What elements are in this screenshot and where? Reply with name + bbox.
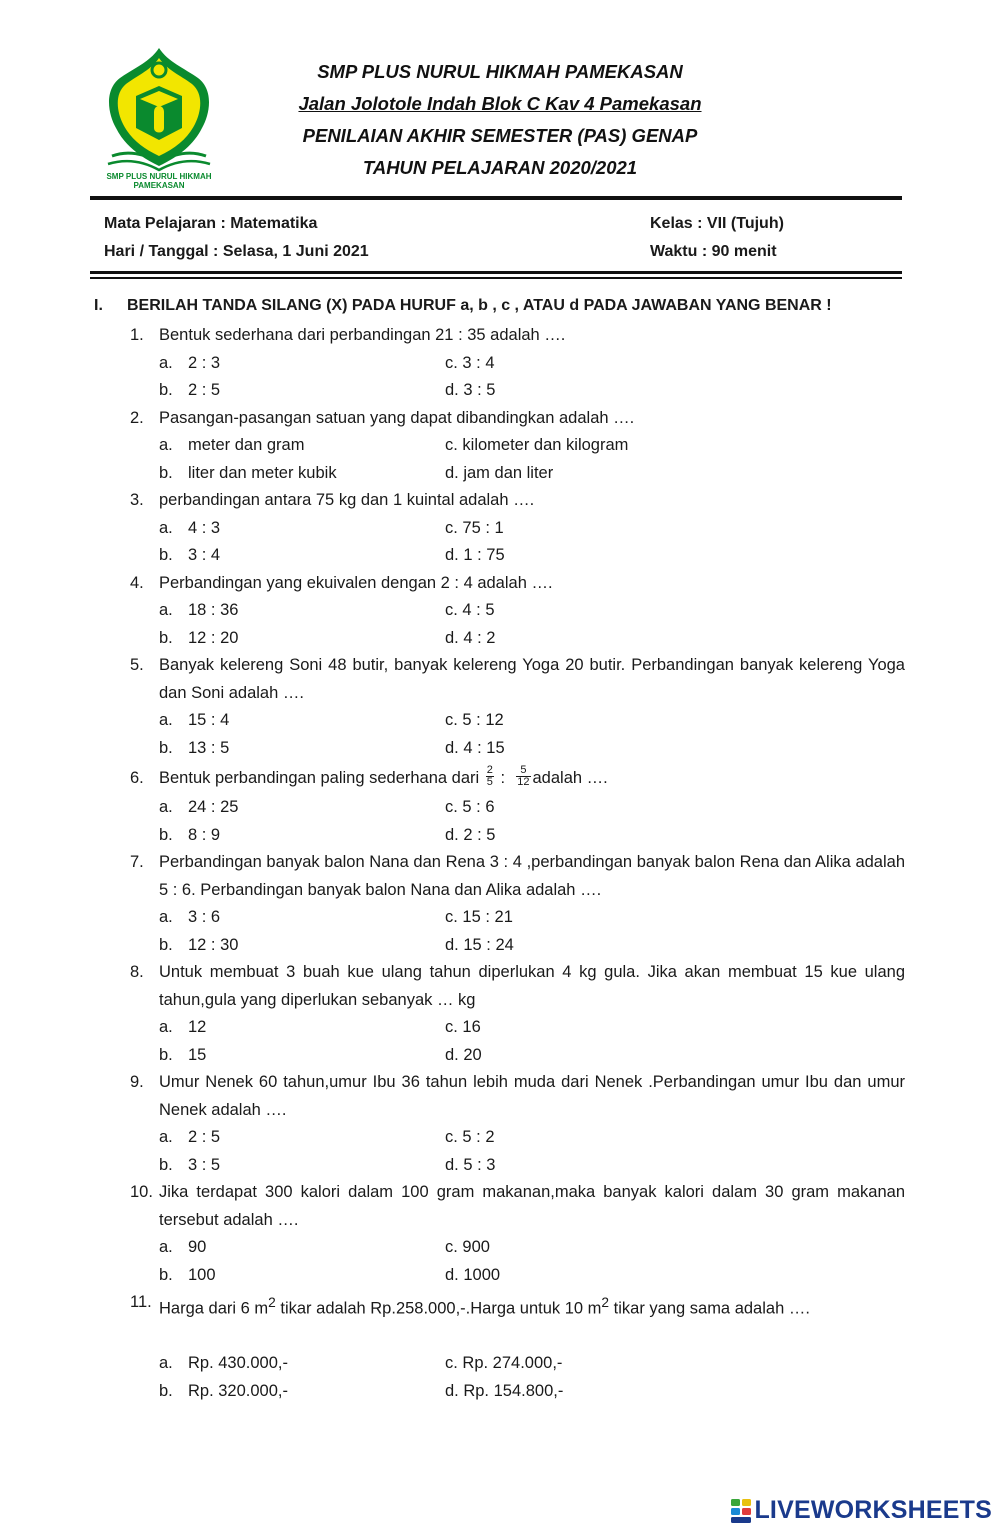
option-d[interactable] (445, 932, 731, 960)
option-letter: b. (159, 463, 173, 482)
option-b[interactable] (159, 1262, 445, 1290)
blank-line (130, 1323, 905, 1350)
option-text: 3 : 6 (188, 908, 221, 926)
option-text: 90 (188, 1238, 207, 1256)
option-c[interactable] (445, 1124, 731, 1152)
option-letter: b. (159, 1381, 173, 1400)
option-text: d. 20 (445, 1045, 482, 1064)
fraction-numerator: 2 (486, 764, 493, 777)
option-c[interactable] (445, 794, 731, 822)
question-number: 8. (130, 963, 144, 981)
option-text: c. 5 : 6 (445, 798, 495, 816)
logo-caption-line1: SMP PLUS NURUL HIKMAH (106, 172, 212, 181)
option-c[interactable] (445, 597, 731, 625)
school-name: SMP PLUS NURUL HIKMAH PAMEKASAN (317, 61, 683, 82)
fraction-five-twelfths (516, 765, 530, 788)
option-text: 2 : 5 (188, 1128, 221, 1146)
option-text: 24 : 25 (188, 798, 239, 816)
question-text (159, 1289, 905, 1323)
option-a[interactable] (159, 515, 445, 543)
option-letter: b. (159, 738, 173, 757)
option-text: c. 15 : 21 (445, 908, 513, 926)
option-a[interactable] (159, 597, 445, 625)
option-text: d. jam dan liter (445, 463, 554, 482)
question-text-end: adalah …. (532, 769, 608, 787)
option-a[interactable] (159, 1014, 445, 1042)
option-text: d. 2 : 5 (445, 825, 496, 844)
option-text: 12 (188, 1018, 207, 1036)
option-text: 4 : 3 (188, 518, 221, 537)
option-text: c. 16 (445, 1018, 481, 1036)
academic-year: TAHUN PELAJARAN 2020/2021 (362, 157, 638, 178)
option-text: c. 5 : 12 (445, 711, 504, 729)
option-b[interactable] (159, 625, 445, 653)
question-text-part1: Harga dari 6 m (159, 1299, 269, 1318)
option-text: d. Rp. 154.800,- (445, 1381, 564, 1400)
option-a[interactable] (159, 1124, 445, 1152)
option-letter: a. (159, 798, 173, 816)
question-text: perbandingan antara 75 kg dan 1 kuintal adalah …. (159, 491, 535, 509)
option-text: liter dan meter kubik (188, 463, 337, 482)
option-text: 3 : 5 (188, 1155, 221, 1174)
date-field: Hari / Tanggal : Selasa, 1 Juni 2021 (104, 243, 369, 260)
question-number: 5. (130, 656, 144, 674)
question-number: 3. (130, 491, 144, 509)
option-b[interactable] (159, 1152, 445, 1180)
option-letter: a. (159, 1018, 173, 1036)
question-number: 1. (130, 326, 144, 344)
option-text: c. 4 : 5 (445, 601, 495, 619)
option-b[interactable] (159, 735, 445, 763)
question-number: 11. (130, 1293, 152, 1311)
option-letter: a. (159, 1238, 173, 1256)
option-b[interactable] (159, 377, 445, 405)
option-letter: a. (159, 711, 173, 729)
logo-caption-line2: PAMEKASAN (133, 181, 185, 190)
option-b[interactable] (159, 932, 445, 960)
option-c[interactable] (445, 515, 731, 543)
question-text-part2: tikar adalah Rp.258.000,-.Harga untuk 10 m (275, 1299, 602, 1318)
question-number: 7. (130, 853, 144, 871)
option-c[interactable] (445, 350, 731, 378)
question-text: Perbandingan banyak balon Nana dan Rena 3 : 4 ,perbandingan banyak balon Rena dan Alika adalah 5 : 6. Perbandingan banyak balon Nana dan Alika adalah …. (159, 853, 905, 899)
class-field: Kelas : VII (Tujuh) (650, 215, 784, 232)
option-letter: b. (159, 1045, 173, 1064)
superscript-squared: 2 (601, 1295, 610, 1310)
option-text: Rp. 430.000,- (188, 1354, 288, 1372)
option-a[interactable] (159, 707, 445, 735)
option-letter: b. (159, 628, 173, 647)
meta-divider-bottom (90, 277, 902, 279)
fraction-denominator: 12 (517, 776, 530, 789)
ratio-separator: : (500, 769, 506, 787)
subject-field: Mata Pelajaran : Matematika (104, 215, 318, 232)
option-d[interactable] (445, 542, 731, 570)
option-text: 8 : 9 (188, 825, 221, 844)
option-a[interactable] (159, 794, 445, 822)
option-letter: a. (159, 1128, 173, 1146)
section-number: I. (94, 297, 103, 314)
option-letter: a. (159, 908, 173, 926)
question-6 (130, 762, 905, 849)
liveworksheets-logo-icon (730, 1498, 754, 1524)
question-11 (130, 1289, 905, 1405)
exam-title: PENILAIAN AKHIR SEMESTER (PAS) GENAP (302, 125, 698, 146)
option-text: c. Rp. 274.000,- (445, 1354, 563, 1372)
header-divider (90, 196, 902, 200)
option-a[interactable] (159, 350, 445, 378)
question-4 (130, 570, 905, 653)
question-number: 6. (130, 769, 144, 787)
option-d[interactable] (445, 1152, 731, 1180)
option-b[interactable] (159, 1378, 445, 1406)
question-text-part3: tikar yang sama adalah …. (609, 1299, 810, 1318)
section-instruction: BERILAH TANDA SILANG (X) PADA HURUF a, b , c , ATAU d PADA JAWABAN YANG BENAR ! (127, 297, 832, 314)
question-number: 4. (130, 573, 144, 592)
question-text: Bentuk sederhana dari perbandingan 21 : 35 adalah …. (159, 326, 566, 344)
question-number: 10. (130, 1183, 153, 1201)
option-d[interactable] (445, 822, 731, 850)
liveworksheets-wordmark: LIVEWORKSHEETS (754, 1496, 992, 1524)
option-c[interactable] (445, 1350, 731, 1378)
option-text: d. 3 : 5 (445, 381, 496, 399)
option-b[interactable] (159, 822, 445, 850)
fraction-numerator: 5 (520, 764, 527, 777)
question-5 (130, 652, 905, 762)
option-letter: a. (159, 353, 173, 372)
option-d[interactable] (445, 1262, 731, 1290)
option-c[interactable] (445, 1014, 731, 1042)
school-address: Jalan Jolotole Indah Blok C Kav 4 Pamekasan (298, 93, 702, 114)
question-text-start: Bentuk perbandingan paling sederhana dari (159, 769, 480, 787)
option-d[interactable] (445, 460, 731, 488)
option-d[interactable] (445, 377, 731, 405)
option-text: d. 15 : 24 (445, 935, 514, 954)
question-9 (130, 1069, 905, 1179)
meta-divider-top (90, 271, 902, 274)
option-text: 13 : 5 (188, 738, 230, 757)
option-text: 2 : 5 (188, 381, 221, 399)
option-text: 100 (188, 1265, 216, 1284)
option-text: 2 : 3 (188, 353, 221, 372)
option-text: c. 3 : 4 (445, 353, 495, 372)
option-a[interactable] (159, 1234, 445, 1262)
option-letter: b. (159, 825, 173, 844)
question-text (159, 762, 905, 794)
question-7 (130, 849, 905, 959)
option-d[interactable] (445, 1378, 731, 1406)
question-text: Perbandingan yang ekuivalen dengan 2 : 4 adalah …. (159, 573, 553, 592)
option-letter: b. (159, 1265, 173, 1284)
question-2 (130, 405, 905, 488)
question-text: Jika terdapat 300 kalori dalam 100 gram makanan,maka banyak kalori dalam 30 gram makanan tersebut adalah …. (159, 1183, 905, 1229)
option-text: Rp. 320.000,- (188, 1381, 288, 1400)
option-c[interactable] (445, 432, 731, 460)
option-letter: a. (159, 518, 173, 537)
question-1 (130, 322, 905, 405)
question-text: Untuk membuat 3 buah kue ulang tahun diperlukan 4 kg gula. Jika akan membuat 15 kue ulang tahun,gula yang diperlukan sebanyak … kg (159, 963, 905, 1009)
time-field: Waktu : 90 menit (650, 243, 777, 260)
option-text: 3 : 4 (188, 546, 221, 564)
question-number: 2. (130, 408, 144, 427)
question-8 (130, 959, 905, 1069)
option-letter: b. (159, 546, 173, 564)
option-letter: b. (159, 1155, 173, 1174)
option-text: c. 75 : 1 (445, 518, 504, 537)
option-letter: a. (159, 601, 173, 619)
option-d[interactable] (445, 625, 731, 653)
question-10 (130, 1179, 905, 1289)
fraction-denominator: 5 (486, 776, 493, 789)
option-c[interactable] (445, 1234, 731, 1262)
logo-caption (92, 172, 226, 190)
option-d[interactable] (445, 735, 731, 763)
option-a[interactable] (159, 1350, 445, 1378)
option-text: meter dan gram (188, 436, 305, 454)
question-text: Banyak kelereng Soni 48 butir, banyak kelereng Yoga 20 butir. Perbandingan banyak kelereng Yoga dan Soni adalah …. (159, 656, 905, 702)
option-a[interactable] (159, 904, 445, 932)
option-letter: a. (159, 436, 173, 454)
option-text: 18 : 36 (188, 601, 239, 619)
option-b[interactable] (159, 542, 445, 570)
option-a[interactable] (159, 432, 445, 460)
option-text: d. 5 : 3 (445, 1155, 496, 1174)
option-text: c. kilometer dan kilogram (445, 436, 629, 454)
question-text: Umur Nenek 60 tahun,umur Ibu 36 tahun lebih muda dari Nenek .Perbandingan umur Ibu dan umur Nenek adalah …. (159, 1073, 905, 1119)
superscript-squared: 2 (268, 1295, 276, 1310)
option-c[interactable] (445, 904, 731, 932)
option-text: d. 1 : 75 (445, 546, 505, 564)
question-list (130, 322, 905, 1405)
option-text: c. 900 (445, 1238, 490, 1256)
fraction-two-fifths (486, 765, 494, 788)
option-text: 15 : 4 (188, 711, 230, 729)
liveworksheets-brand (730, 1496, 992, 1525)
question-3 (130, 487, 905, 570)
option-b[interactable] (159, 1042, 445, 1070)
option-text: 12 : 30 (188, 935, 239, 954)
option-text: 12 : 20 (188, 628, 239, 647)
option-text: c. 5 : 2 (445, 1128, 495, 1146)
option-d[interactable] (445, 1042, 731, 1070)
question-number: 9. (130, 1073, 144, 1091)
option-text: 15 (188, 1045, 207, 1064)
question-text: Pasangan-pasangan satuan yang dapat dibandingkan adalah …. (159, 408, 635, 427)
option-b[interactable] (159, 460, 445, 488)
option-letter: b. (159, 381, 173, 399)
section-heading (94, 297, 832, 315)
option-text: d. 1000 (445, 1265, 501, 1284)
option-c[interactable] (445, 707, 731, 735)
option-text: d. 4 : 15 (445, 738, 505, 757)
option-letter: a. (159, 1354, 173, 1372)
option-letter: b. (159, 935, 173, 954)
option-text: d. 4 : 2 (445, 628, 496, 647)
